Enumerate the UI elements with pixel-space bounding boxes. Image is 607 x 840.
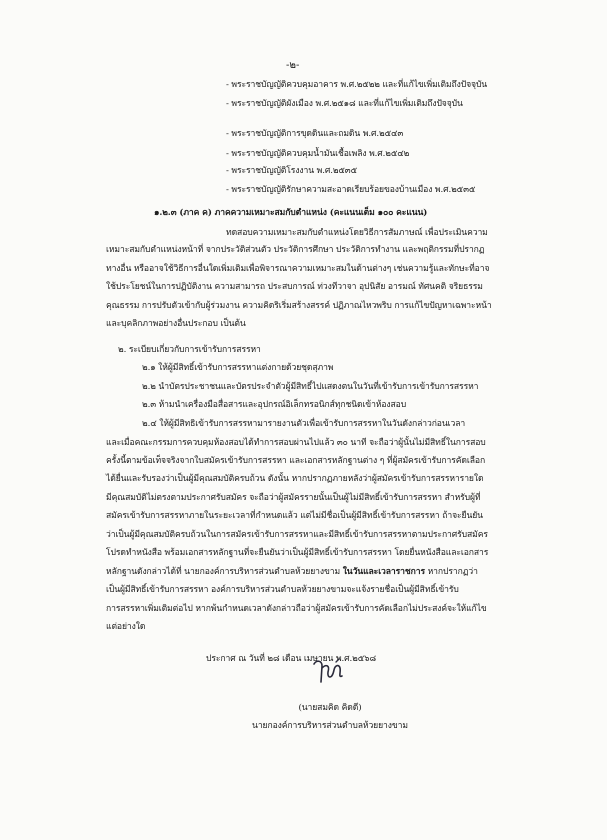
- paragraph-line: และบุคลิกภาพอย่างอื่นประกอบ เป็นต้น: [106, 319, 246, 329]
- paragraph-line: ใช้ประโยชน์ในการปฏิบัติงาน ความสามารถ ประสบการณ์ ท่วงทีวาจา อุปนิสัย อารมณ์ ทัศนคติ จริยธรรม: [106, 282, 483, 292]
- rule-item: ๒.๓ ห้ามนำเครื่องมือสื่อสารและอุปกรณ์อิเล็กทรอนิกส์ทุกชนิดเข้าห้องสอบ: [142, 400, 407, 410]
- paragraph-line: มีคุณสมบัติไม่ตรงตามประกาศรับสมัคร จะถือว่าผู้สมัครรายนั้นเป็นผู้ไม่มีสิทธิ์เข้ารับการสรรหา สำหรับผู้ที่: [106, 493, 481, 503]
- announcement-date: ประกาศ ณ วันที่ ๒๘ เดือน เมษายน พ.ศ.๒๕๖๘: [206, 654, 376, 664]
- line-text: หลักฐานดังกล่าวได้ที่ นายกองค์การบริหารส่วนตำบลห้วยยางขาม: [106, 567, 343, 577]
- signer-name: (นายสมคิด คิดดี): [298, 703, 362, 713]
- rule-item: ๒.๑ ให้ผู้มีสิทธิ์เข้ารับการสรรหาแต่งกายด้วยชุดสุภาพ: [142, 363, 334, 373]
- paragraph-line: ทางอื่น หรืออาจใช้วิธีการอื่นใดเพิ่มเติมเพื่อพิจารณาความเหมาะสมในด้านต่างๆ เช่นความรู้และทักษะที่อาจ: [106, 264, 490, 274]
- law-item: - พระราชบัญญัติโรงงาน พ.ศ.๒๕๓๕: [226, 166, 357, 176]
- paragraph-line: ทดสอบความเหมาะสมกับตำแหน่งโดยวิธีการสัมภาษณ์ เพื่อประเมินความ: [226, 228, 488, 238]
- law-item: - พระราชบัญญัติรักษาความสะอาดเรียบร้อยของบ้านเมือง พ.ศ.๒๕๓๕: [226, 185, 476, 195]
- paragraph-line: และเมื่อคณะกรรมการควบคุมห้องสอบได้ทำการสอบผ่านไปแล้ว ๓๐ นาที จะถือว่าผู้นั้นไม่มีสิทธิ์ในการสอบ: [106, 438, 486, 448]
- paragraph-line: การสรรหาเพิ่มเติมต่อไป หากพ้นกำหนดเวลาดังกล่าวถือว่าผู้สมัครเข้ารับการคัดเลือกไม่ประสงค์จะให้แก้ไข: [106, 604, 487, 614]
- paragraph-line: เหมาะสมกับตำแหน่งหน้าที่ จากประวัติส่วนตัว ประวัติการศึกษา ประวัติการทำงาน และพฤติกรรมที่ปรากฏ: [106, 245, 485, 255]
- paragraph-line: [106, 567, 538, 578]
- emphasis-text: ในวันและเวลาราชการ: [342, 567, 425, 577]
- law-item: - พระราชบัญญัติผังเมือง พ.ศ.๒๕๑๘ และที่แก้ไขเพิ่มเติมถึงปัจจุบัน: [226, 99, 463, 109]
- paragraph-line: โปรดทำหนังสือ พร้อมเอกสารหลักฐานที่จะยืนยันว่าเป็นผู้มีสิทธิ์เข้ารับการสรรหา โดยยื่นหนังสือและเอกสาร: [106, 548, 489, 558]
- paragraph-line: ว่าเป็นผู้มีคุณสมบัติครบถ้วนในการสมัครเข้ารับการสรรหาและมีสิทธิ์เข้ารับการสรรหาตามประกาศรับสมัคร: [106, 530, 488, 540]
- law-item: - พระราชบัญญัติควบคุมน้ำมันเชื้อเพลิง พ.ศ.๒๕๔๒: [226, 149, 410, 159]
- rule-item: ๒.๒ นำบัตรประชาชนและบัตรประจำตัวผู้มีสิทธิ์ไปแสดงตนในวันที่เข้ารับการเข้ารับการสรรหา: [142, 382, 479, 392]
- section-heading: ๑.๒.๓ (ภาค ค) ภาคความเหมาะสมกับตำแหน่ง (คะแนนเต็ม ๑๐๐ คะแนน): [154, 208, 428, 218]
- paragraph-line: แต่อย่างใด: [106, 622, 146, 632]
- paragraph-line: ครั้งนี้ตามข้อเท็จจริงจากใบสมัครเข้ารับการสรรหา และเอกสารหลักฐานต่าง ๆ ที่ผู้สมัครเข้ารับการคัดเลือก: [106, 456, 486, 466]
- signer-title: นายกองค์การบริหารส่วนตำบลห้วยยางขาม: [252, 721, 408, 731]
- section-heading: ๒. ระเบียบเกี่ยวกับการเข้ารับการสรรหา: [118, 345, 261, 355]
- law-item: - พระราชบัญญัติการขุดดินและถมดิน พ.ศ.๒๕๔๓: [226, 129, 404, 139]
- page-number: -๒-: [286, 60, 300, 71]
- signature-image: [308, 656, 348, 686]
- paragraph-line: เป็นผู้มีสิทธิ์เข้ารับการสรรหา องค์การบริหารส่วนตำบลห้วยยางขามจะแจ้งรายชื่อเป็นผู้มีสิทธิ์เข้ารับ: [106, 585, 459, 595]
- line-text: หากปรากฏว่า: [424, 567, 478, 577]
- rule-item: ๒.๔ ให้ผู้มีสิทธิเข้ารับการสรรหามารายงานตัวเพื่อเข้ารับการสรรหาในวันดังกล่าวก่อนเวลา: [142, 419, 466, 429]
- law-item: - พระราชบัญญัติควบคุมอาคาร พ.ศ.๒๕๒๒ และที่แก้ไขเพิ่มเติมถึงปัจจุบัน: [226, 80, 488, 90]
- paragraph-line: ได้ยื่นและรับรองว่าเป็นผู้มีคุณสมบัติครบถ้วน ดังนั้น หากปรากฏภายหลังว่าผู้สมัครเข้ารับการสรรหารายใด: [106, 474, 484, 484]
- paragraph-line: สมัครเข้ารับการสรรหาภายในระยะเวลาที่กำหนดแล้ว แต่ไม่มีชื่อเป็นผู้มีสิทธิ์เข้ารับการสรรหา ถ้าจะยืนยัน: [106, 511, 483, 521]
- paragraph-line: คุณธรรม การปรับตัวเข้ากับผู้ร่วมงาน ความคิดริเริ่มสร้างสรรค์ ปฏิภาณไหวพริบ การแก้ไขปัญหาเฉพาะหน้า: [106, 301, 492, 311]
